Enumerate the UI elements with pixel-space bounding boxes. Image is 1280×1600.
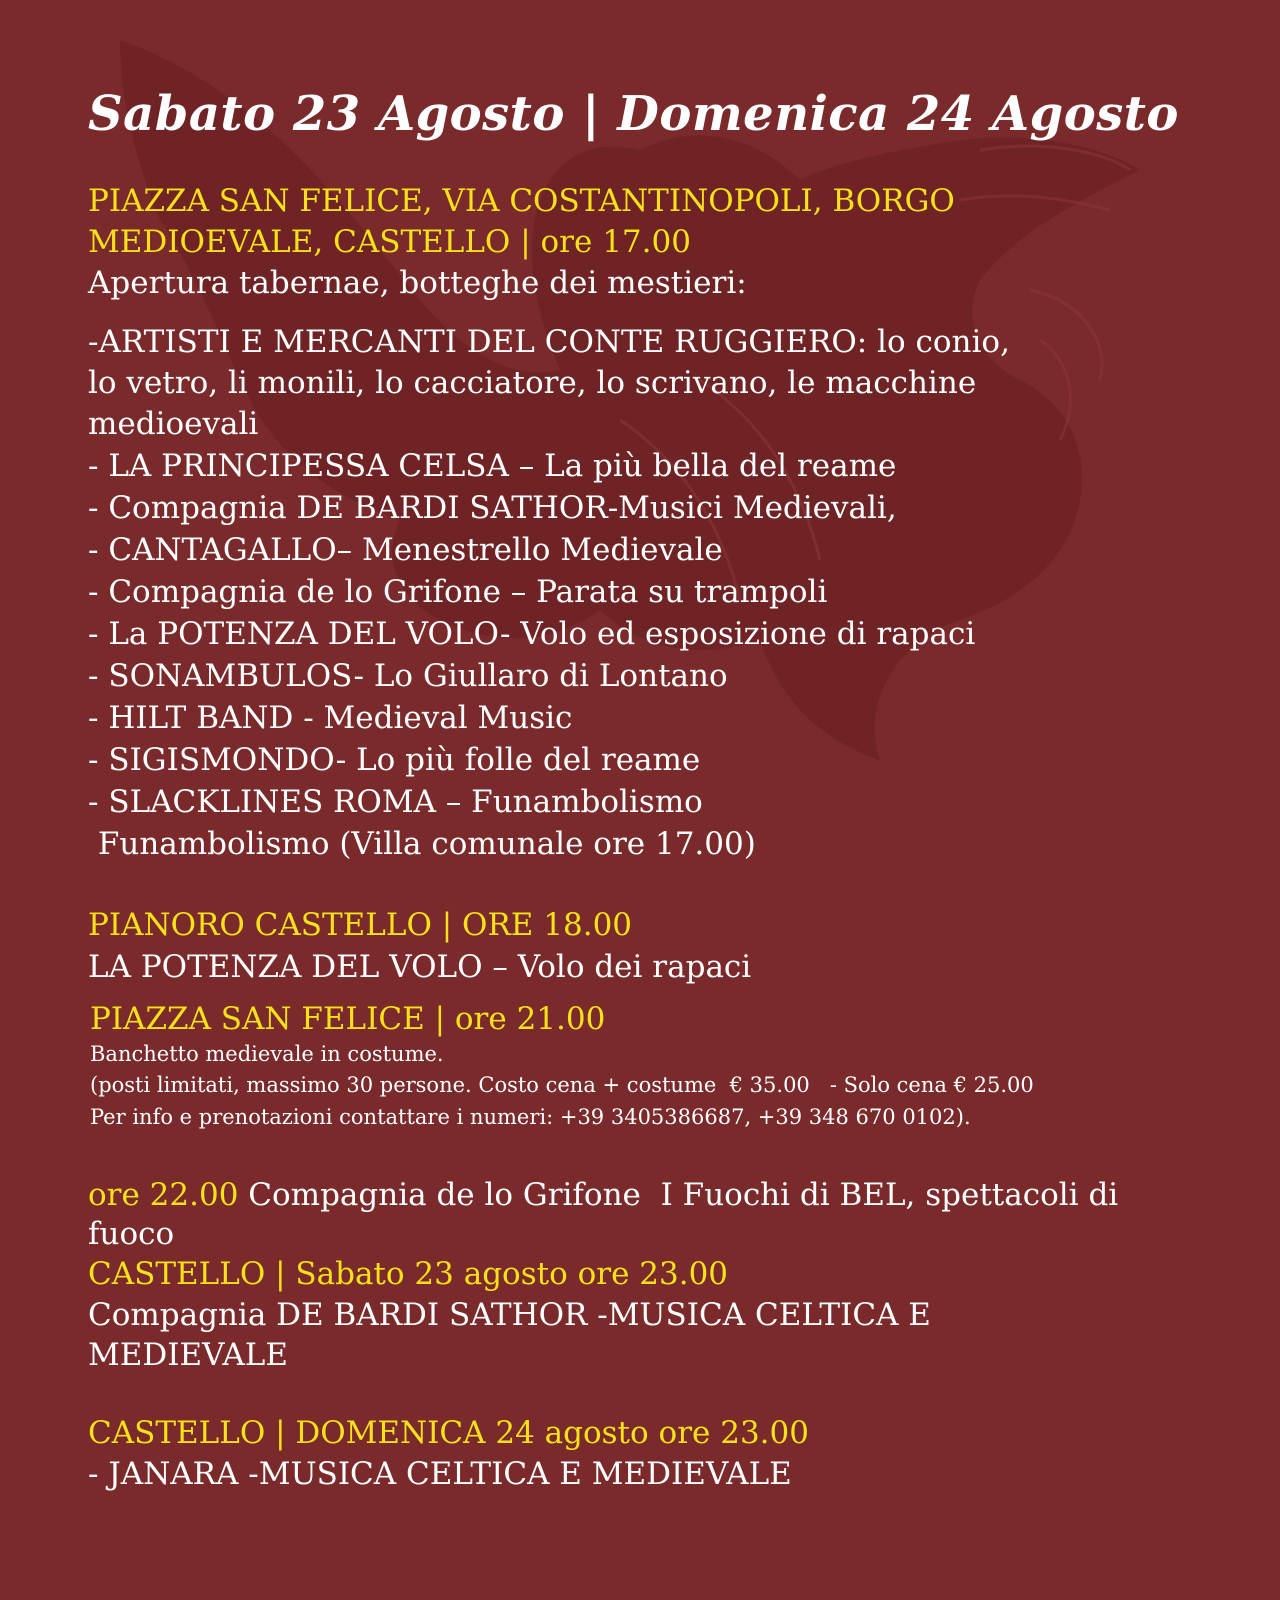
list-item: Funambolismo (Villa comunale ore 17.00)	[88, 826, 756, 862]
list-item: - Compagnia DE BARDI SATHOR-Musici Medievali,	[88, 490, 897, 526]
list-item: - SONAMBULOS- Lo Giullaro di Lontano	[88, 658, 728, 694]
section6-text: - JANARA -MUSICA CELTICA E MEDIEVALE	[88, 1456, 792, 1492]
section6-heading: CASTELLO | DOMENICA 24 agosto ore 23.00	[88, 1415, 809, 1451]
list-item: - Compagnia de lo Grifone – Parata su trampoli	[88, 574, 828, 610]
list-item: - La POTENZA DEL VOLO- Volo ed esposizione di rapaci	[88, 616, 976, 652]
section4-line	[88, 1174, 1118, 1216]
section1-intro: Apertura tabernae, botteghe dei mestieri:	[88, 265, 747, 301]
section1-heading-line1: PIAZZA SAN FELICE, VIA COSTANTINOPOLI, BORGO	[88, 183, 955, 219]
list-item: - LA PRINCIPESSA CELSA – La più bella del reame	[88, 448, 897, 484]
section3-line: (posti limitati, massimo 30 persone. Costo cena + costume € 35.00 - Solo cena € 25.00	[90, 1073, 1034, 1097]
section3-line: Banchetto medievale in costume.	[90, 1042, 444, 1066]
section2-text: LA POTENZA DEL VOLO – Volo dei rapaci	[88, 949, 752, 985]
section1-heading-line2	[88, 221, 691, 263]
section1-heading-place: MEDIOEVALE, CASTELLO	[88, 224, 511, 260]
section3-line: Per info e prenotazioni contattare i numeri: +39 3405386687, +39 348 670 0102).	[90, 1105, 971, 1129]
list-item: - SIGISMONDO- Lo più folle del reame	[88, 742, 701, 778]
list-item: -ARTISTI E MERCANTI DEL CONTE RUGGIERO: lo conio,	[88, 324, 1010, 360]
list-item: - CANTAGALLO– Menestrello Medievale	[88, 532, 723, 568]
list-item: - HILT BAND - Medieval Music	[88, 700, 573, 736]
list-item: medioevali	[88, 406, 259, 442]
section5-line1: Compagnia DE BARDI SATHOR -MUSICA CELTICA E	[88, 1297, 931, 1333]
section5-heading: CASTELLO | Sabato 23 agosto ore 23.00	[88, 1256, 729, 1292]
section2-heading: PIANORO CASTELLO | ORE 18.00	[88, 907, 633, 943]
list-item: lo vetro, li monili, lo cacciatore, lo scrivano, le macchine	[88, 365, 977, 401]
section4-text2: fuoco	[88, 1216, 175, 1252]
section5-line2: MEDIEVALE	[88, 1337, 288, 1373]
section4-time: ore 22.00	[88, 1177, 239, 1213]
page-title: Sabato 23 Agosto | Domenica 24 Agosto	[88, 86, 1179, 142]
list-item: - SLACKLINES ROMA – Funambolismo	[88, 784, 703, 820]
section3-heading: PIAZZA SAN FELICE | ore 21.00	[90, 1001, 606, 1037]
section1-heading-time: | ore 17.00	[510, 224, 691, 260]
section4-text: Compagnia de lo Grifone I Fuochi di BEL, spettacoli di	[238, 1177, 1119, 1213]
